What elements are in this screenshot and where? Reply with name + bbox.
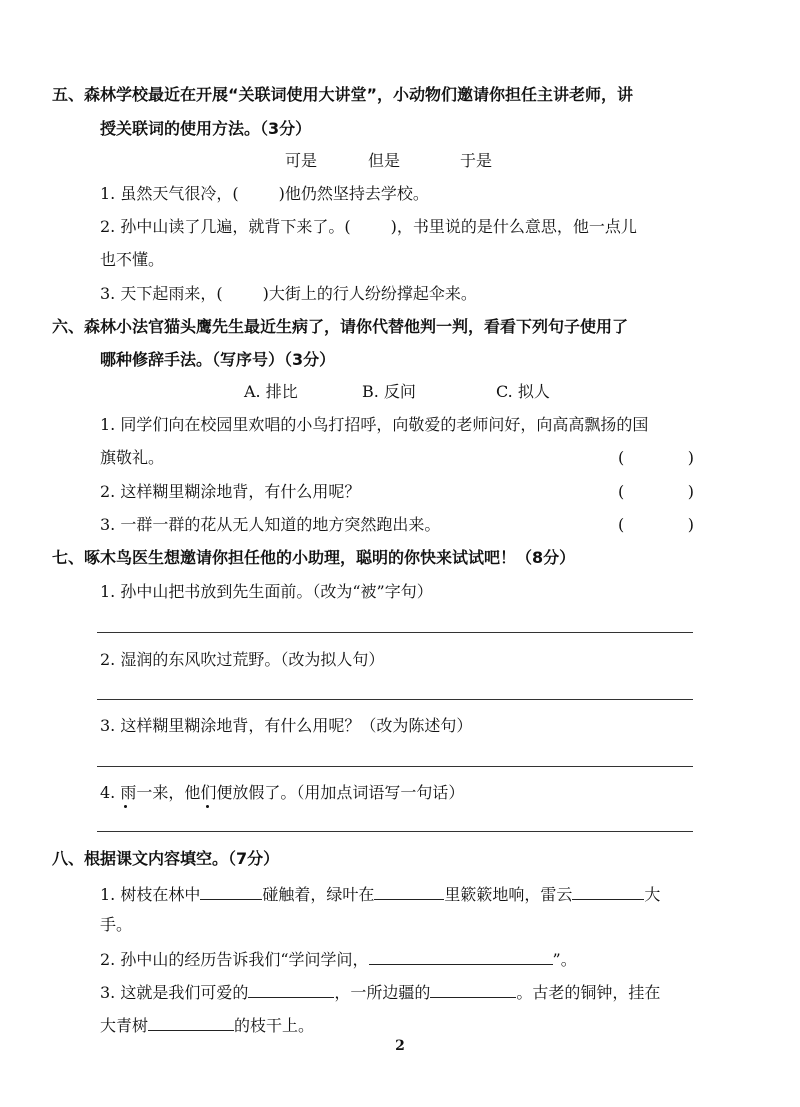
s8-q3-blank-1[interactable] xyxy=(248,979,334,998)
s5-q2-text-a: 2. 孙中山读了几遍，就背下来了。( xyxy=(100,217,351,236)
s8-q3-text-d: 大青树 xyxy=(100,1016,149,1035)
s5-question-1 xyxy=(100,183,429,205)
s8-question-3-cont xyxy=(100,1012,314,1037)
s5-q2-text-b: )，书里说的是什么意思，他一点儿 xyxy=(390,217,637,236)
section-6-title-line2: 哪种修辞手法。（写序号）（3分） xyxy=(100,350,336,369)
option-b: B. 反问 xyxy=(362,382,416,401)
s8-q2-text-a: 2. 孙中山的经历告诉我们“学问学问， xyxy=(100,950,369,969)
option-a: A. 排比 xyxy=(244,382,298,401)
s8-q3-blank-2[interactable] xyxy=(430,979,516,998)
emphasis-dot xyxy=(206,805,209,808)
paren-left: ( xyxy=(618,448,625,467)
paren-right: ) xyxy=(687,515,694,534)
s8-question-2 xyxy=(100,946,577,971)
s8-q1-text-c: 里簌簌地响，雷云 xyxy=(444,885,573,904)
s7-q3-answer-line[interactable] xyxy=(97,766,693,767)
s8-q3-text-c: 。古老的铜钟，挂在 xyxy=(516,983,661,1002)
page-number: 2 xyxy=(395,1038,405,1054)
s8-q3-text-b: ，一所边疆的 xyxy=(334,983,431,1002)
s6-question-2: 2. 这样糊里糊涂地背，有什么用呢？ xyxy=(100,482,361,501)
section-5-title-line1: 五、森林学校最近在开展“关联词使用大讲堂”，小动物们邀请你担任主讲老师，讲 xyxy=(52,85,634,104)
s8-q1-text-a: 1. 树枝在林中 xyxy=(100,885,201,904)
s7-question-2: 2. 湿润的东风吹过荒野。（改为拟人句） xyxy=(100,650,385,669)
s7-q4-answer-line[interactable] xyxy=(97,831,693,832)
s7-question-3: 3. 这样糊里糊涂地背，有什么用呢？（改为陈述句） xyxy=(100,716,473,735)
paren-left: ( xyxy=(618,482,625,501)
s6-q1-answer-paren[interactable] xyxy=(618,447,694,469)
s8-q1-blank-3[interactable] xyxy=(572,881,644,900)
section-6-title-line1: 六、森林小法官猫头鹰先生最近生病了，请你代替他判一判，看看下列句子使用了 xyxy=(52,317,629,336)
section-5-title-line2: 授关联词的使用方法。（3分） xyxy=(100,119,312,138)
s5-q3-text-a: 3. 天下起雨来，( xyxy=(100,284,223,303)
s5-question-2-cont: 也不懂。 xyxy=(100,250,165,269)
s5-q1-text-b: )他仍然坚持去学校。 xyxy=(278,184,429,203)
s8-q3-text-a: 3. 这就是我们可爱的 xyxy=(100,983,249,1002)
s7-q2-answer-line[interactable] xyxy=(97,699,693,700)
s8-q2-text-b: ”。 xyxy=(552,950,577,969)
s7-question-4: 4. 雨一来，他们便放假了。（用加点词语写一句话） xyxy=(100,783,465,802)
s5-question-3 xyxy=(100,283,477,305)
s8-q3-text-e: 的枝干上。 xyxy=(234,1016,315,1035)
s8-q1-text-b: 碰触着，绿叶在 xyxy=(262,885,375,904)
s7-q1-answer-line[interactable] xyxy=(97,632,693,633)
s6-question-1-cont: 旗敬礼。 xyxy=(100,448,165,467)
paren-right: ) xyxy=(687,482,694,501)
paren-left: ( xyxy=(618,515,625,534)
section-7-title: 七、啄木鸟医生想邀请你担任他的小助理，聪明的你快来试试吧！（8分） xyxy=(52,548,576,567)
s6-question-1: 1. 同学们向在校园里欢唱的小鸟打招呼，向敬爱的老师问好，向高高飘扬的国 xyxy=(100,415,649,434)
s8-q1-text-d: 大 xyxy=(644,885,661,904)
s8-question-1-cont: 手。 xyxy=(100,915,133,934)
option-c: C. 拟人 xyxy=(496,382,550,401)
section-8-title: 八、根据课文内容填空。（7分） xyxy=(52,849,280,868)
choice-1: 可是 xyxy=(285,151,318,170)
s6-question-3: 3. 一群一群的花从无人知道的地方突然跑出来。 xyxy=(100,515,441,534)
s7-question-1: 1. 孙中山把书放到先生面前。（改为“被”字句） xyxy=(100,582,433,601)
choice-3: 于是 xyxy=(460,151,493,170)
emphasis-dot xyxy=(124,805,127,808)
s8-question-1 xyxy=(100,881,660,906)
paren-right: ) xyxy=(687,448,694,467)
s5-question-2 xyxy=(100,216,637,238)
s8-q1-blank-1[interactable] xyxy=(200,881,262,900)
s8-q2-blank[interactable] xyxy=(369,946,553,965)
s8-q3-blank-3[interactable] xyxy=(148,1012,234,1031)
s6-q2-answer-paren[interactable] xyxy=(618,481,694,503)
choice-2: 但是 xyxy=(368,151,401,170)
s5-q3-text-b: )大街上的行人纷纷撑起伞来。 xyxy=(262,284,477,303)
s5-q1-text-a: 1. 虽然天气很冷，( xyxy=(100,184,239,203)
s6-q3-answer-paren[interactable] xyxy=(618,514,694,536)
s8-question-3 xyxy=(100,979,660,1004)
s8-q1-blank-2[interactable] xyxy=(374,881,444,900)
